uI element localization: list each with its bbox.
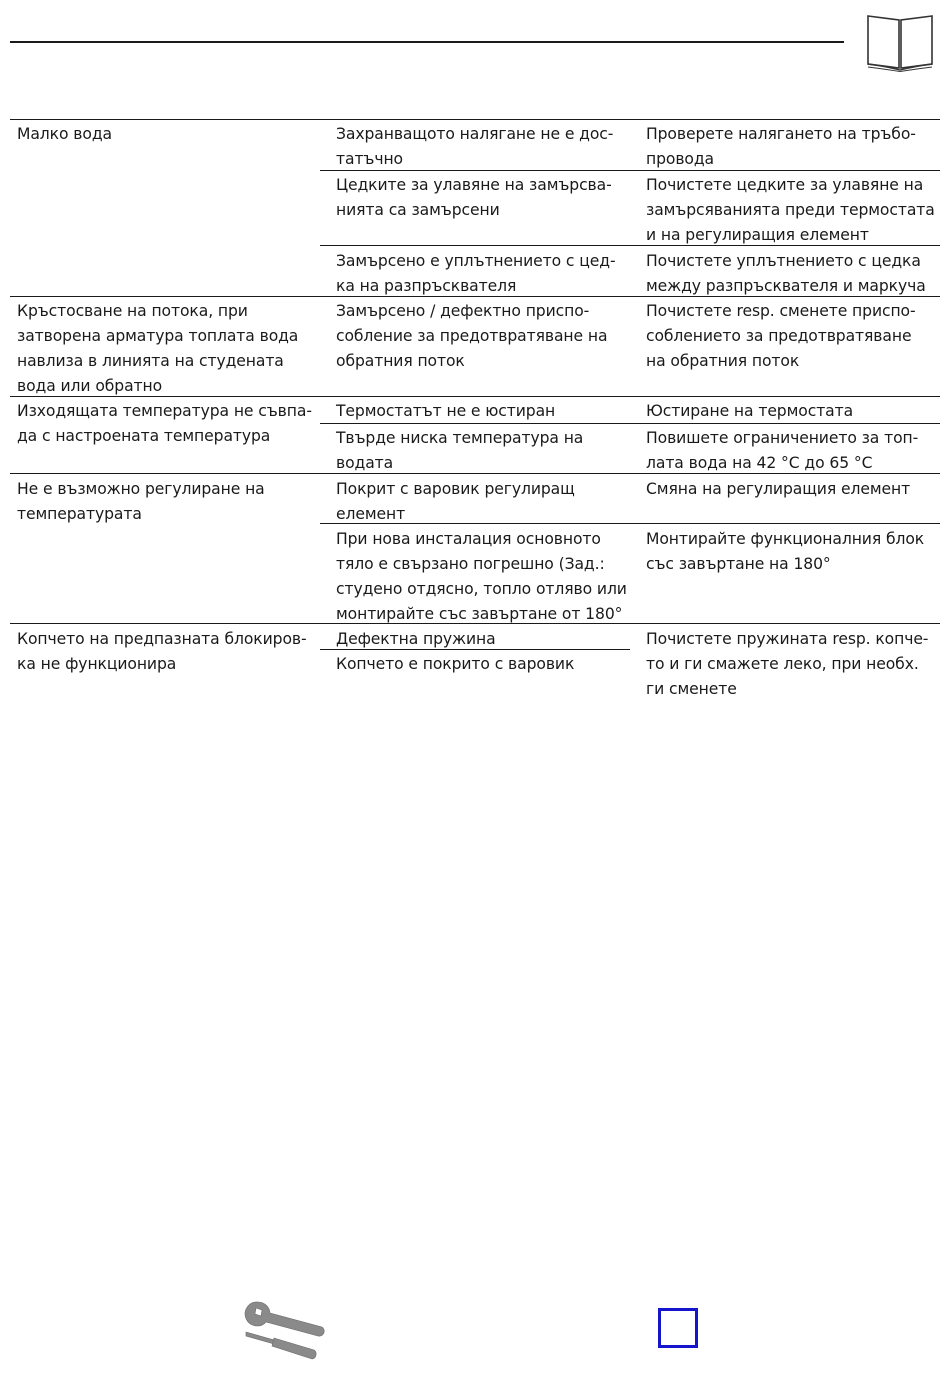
blue-square-icon [658,1308,698,1348]
cause-cell: Дефектна пружина [336,630,496,648]
header-rule [10,41,844,43]
open-book-icon [866,14,934,72]
remedy-cell: Почистете пружината resp. копче- то и ги смажете леко, при необх. ги сменете [646,630,929,698]
remedy-cell: Смяна на регулиращия елемент [646,480,911,498]
remedy-cell: Повишете ограничението за топ- лата вода на 42 °C до 65 °C [646,429,919,472]
cause-cell: Замърсено е уплътнението с цед- ка на разпръсквателя [336,252,616,295]
remedy-cell: Проверете налягането на тръбо- провода [646,125,916,168]
cause-cell: Термостатът не е юстиран [336,402,556,420]
remedy-cell: Почистете resp. сменете приспо- соблението за предотвратяване на обратния поток [646,302,916,370]
cause-cell: Твърде ниска температура на водата [336,429,584,472]
problem-cell: Копчето на предпазната блокиров- ка не функционира [17,630,307,673]
cause-cell: Захранващото налягане не е дос- татъчно [336,125,614,168]
problem-cell: Не е възможно регулиране на температурата [17,480,265,523]
wrench-screwdriver-icon [240,1296,330,1360]
cause-cell: При нова инсталация основното тяло е свързано погрешно (Зад.: студено отдясно, топло отляво или монтирайте със завъртане от 180° [336,530,627,623]
remedy-cell: Почистете цедките за улавяне на замърсяванията преди термостата и на регулиращия елемент [646,176,935,244]
table-top-rule [10,119,940,120]
cause-cell: Покрит с варовик регулиращ елемент [336,480,575,523]
cause-cell: Замърсено / дефектно приспо- собление за предотвратяване на обратния поток [336,302,608,370]
problem-cell: Кръстосване на потока, при затворена арматура топлата вода навлиза в линията на студената вода или обратно [17,302,299,395]
remedy-cell: Почистете уплътнението с цедка между разпръсквателя и маркуча [646,252,926,295]
problem-cell: Малко вода [17,125,112,143]
cause-cell: Цедките за улавяне на замърсва- нията са замърсени [336,176,612,219]
remedy-cell: Юстиране на термостата [646,402,854,420]
problem-cell: Изходящата температура не съвпа- да с настроената температура [17,402,312,445]
remedy-cell: Монтирайте функционалния блок със завъртане на 180° [646,530,925,573]
cause-cell: Копчето е покрито с варовик [336,655,575,673]
